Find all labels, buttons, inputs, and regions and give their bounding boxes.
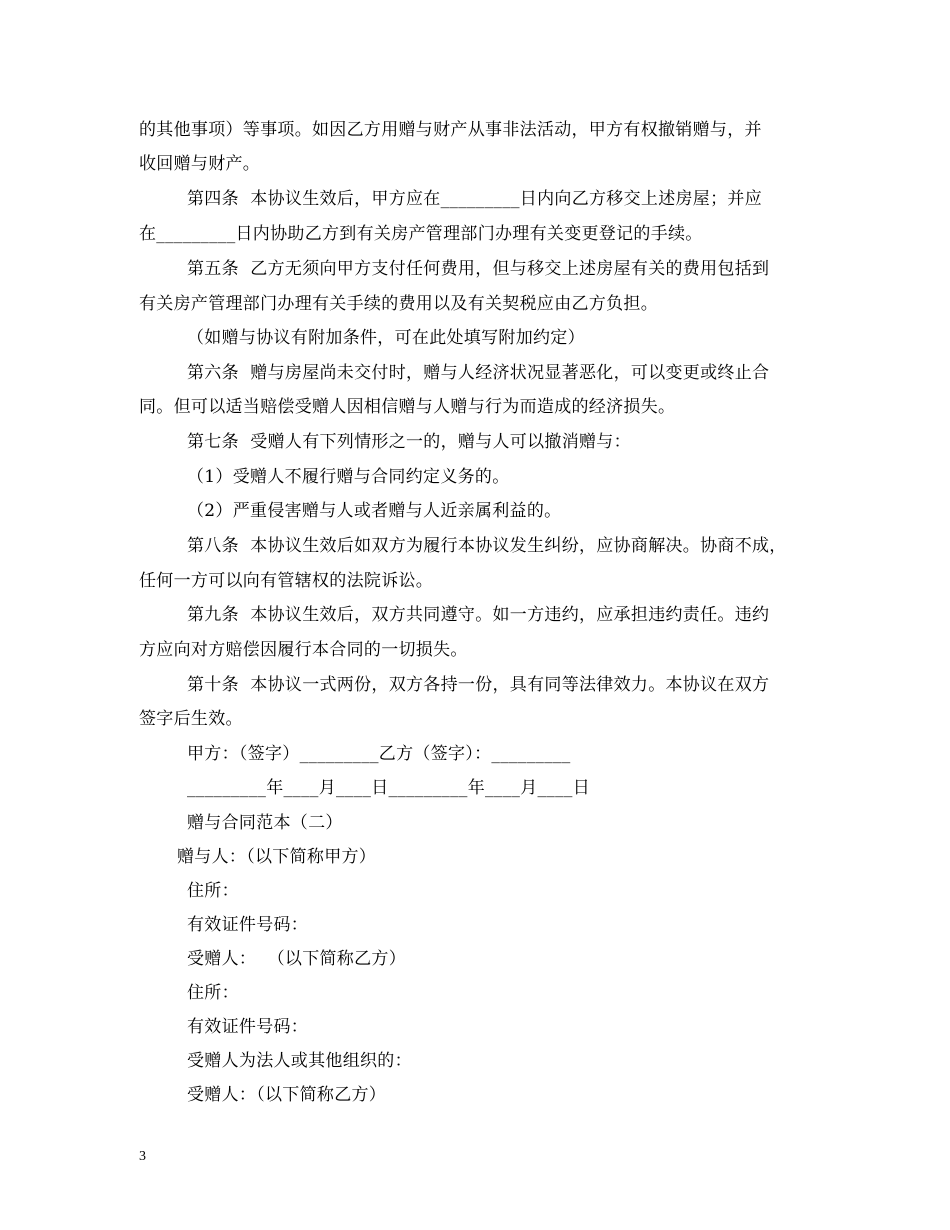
- page-number: 3: [139, 1149, 146, 1164]
- signature-line: 甲方：（签字）_________乙方（签字）：_________: [187, 744, 571, 764]
- article-9-line: 第九条 本协议生效后，双方共同遵守。如一方违约，应承担违约责任。违约: [187, 605, 770, 625]
- text-line: 方应向对方赔偿因履行本合同的一切损失。: [139, 640, 468, 660]
- article-8-line: 第八条 本协议生效后如双方为履行本协议发生纠纷，应协商解决。协商不成，: [187, 536, 787, 556]
- text-line: 在_________日内协助乙方到有关房产管理部门办理有关变更登记的手续。: [139, 224, 703, 244]
- section-heading: 赠与合同范本（二）: [187, 813, 343, 833]
- field-line: 赠与人：（以下简称甲方）: [177, 847, 377, 867]
- list-item: （1）受赠人不履行赠与合同约定义务的。: [187, 467, 510, 487]
- date-line: _________年____月____日_________年____月____日: [187, 778, 590, 798]
- article-7-line: 第七条 受赠人有下列情形之一的，赠与人可以撤消赠与：: [187, 432, 631, 452]
- field-line: 有效证件号码：: [187, 915, 309, 935]
- text-line: 的其他事项）等事项。如因乙方用赠与财产从事非法活动，甲方有权撤销赠与，并: [139, 120, 762, 140]
- field-line: 有效证件号码：: [187, 1017, 309, 1037]
- text-line: 任何一方可以向有管辖权的法院诉讼。: [139, 571, 434, 591]
- article-5-line: 第五条 乙方无须向甲方支付任何费用，但与移交上述房屋有关的费用包括到: [187, 259, 770, 279]
- text-line: 签字后生效。: [139, 709, 243, 729]
- field-line: 住所：: [187, 881, 239, 901]
- text-line: 有关房产管理部门办理有关手续的费用以及有关契税应由乙方负担。: [139, 294, 658, 314]
- list-item: （2）严重侵害赠与人或者赠与人近亲属利益的。: [187, 501, 562, 521]
- text-line: 同。但可以适当赔偿受赠人因相信赠与人赠与行为而造成的经济损失。: [139, 397, 676, 417]
- field-line: 受赠人：（以下简称乙方）: [187, 1085, 387, 1105]
- field-line: 受赠人为法人或其他组织的：: [187, 1051, 412, 1071]
- text-line: 收回赠与财产。: [139, 154, 261, 174]
- article-10-line: 第十条 本协议一式两份，双方各持一份，具有同等法律效力。本协议在双方: [187, 675, 770, 695]
- article-4-line: 第四条 本协议生效后，甲方应在_________日内向乙方移交上述房屋；并应: [187, 189, 763, 209]
- article-6-line: 第六条 赠与房屋尚未交付时，赠与人经济状况显著恶化，可以变更或终止合: [187, 363, 770, 383]
- field-line: 受赠人： （以下简称乙方）: [187, 949, 407, 969]
- note-line: （如赠与协议有附加条件，可在此处填写附加约定）: [187, 328, 585, 348]
- field-line: 住所：: [187, 983, 239, 1003]
